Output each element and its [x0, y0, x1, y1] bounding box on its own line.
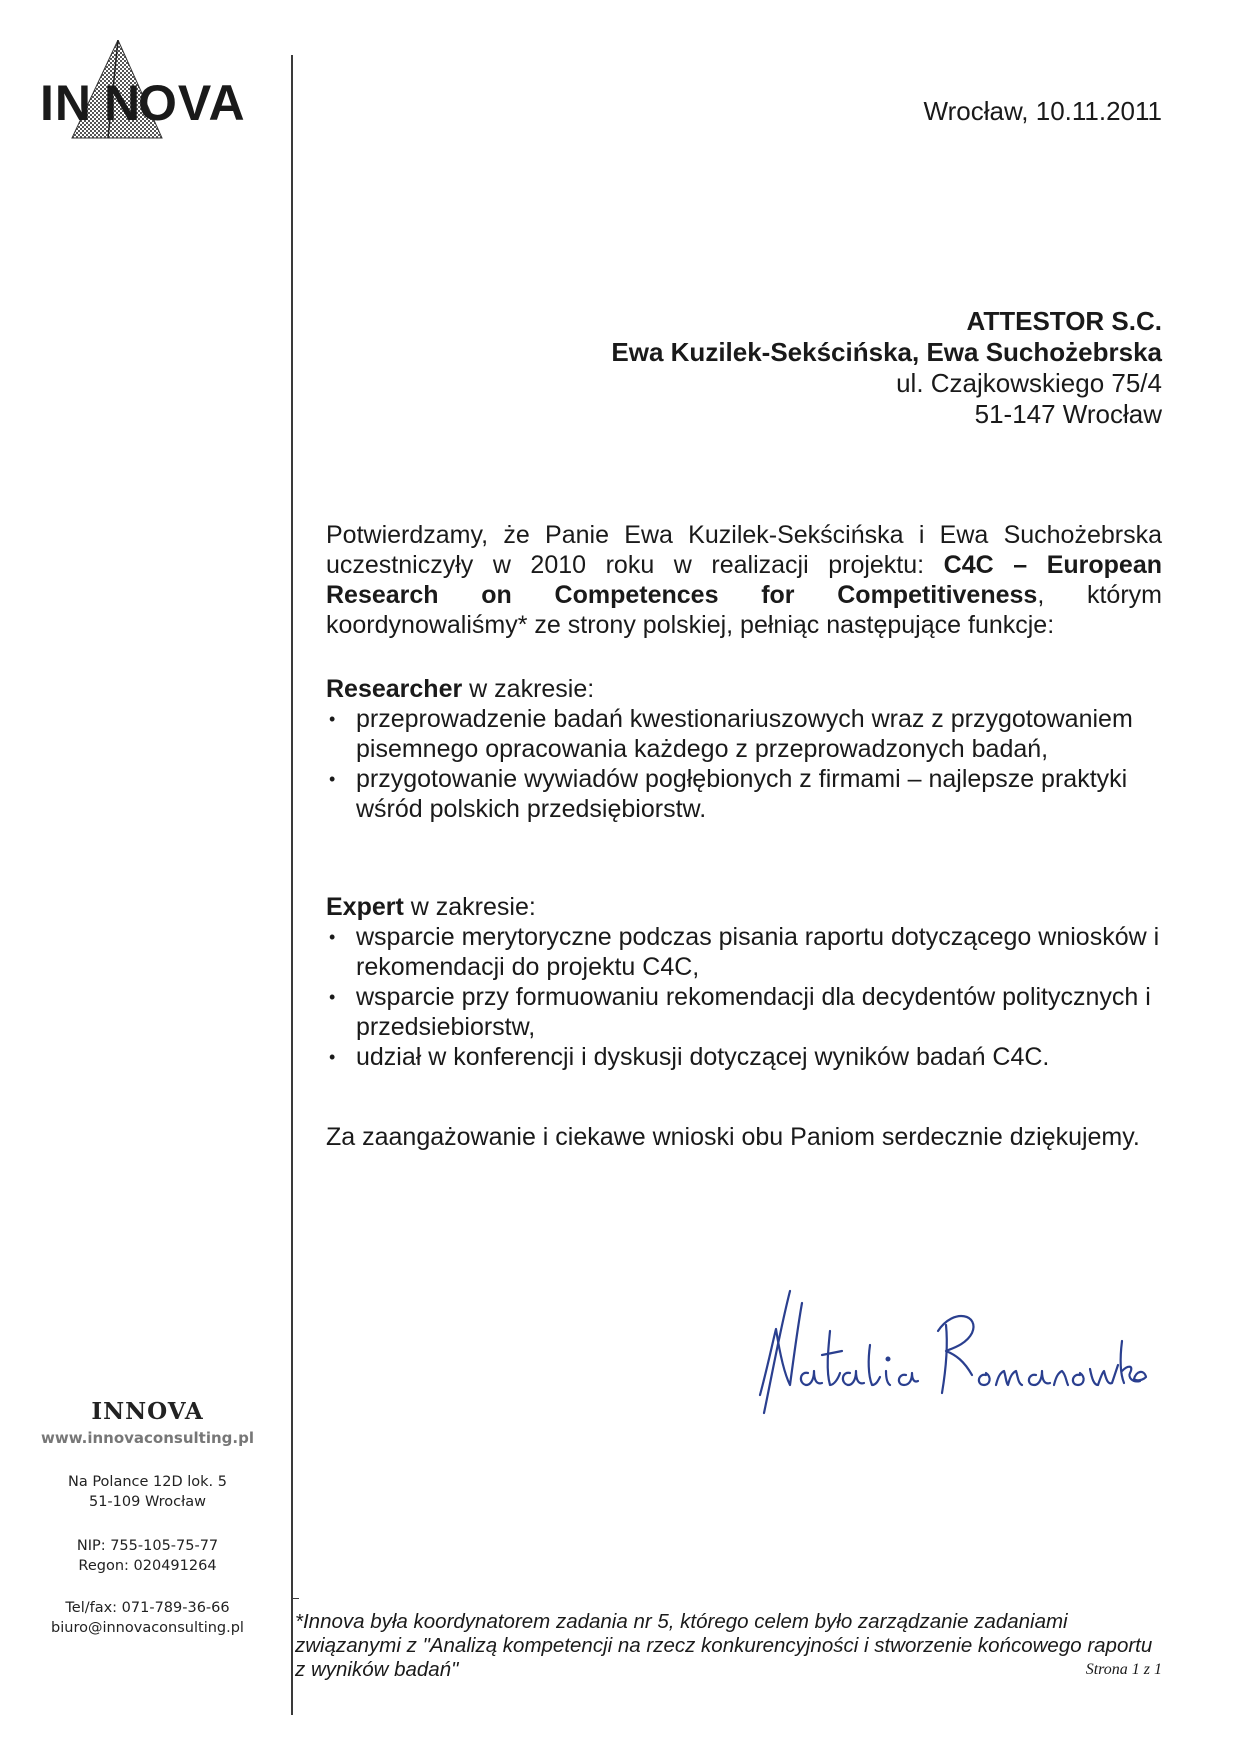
recipient-block — [611, 306, 1162, 430]
list-item: • przygotowanie wywiadów pogłębionych z firmami – najlepsze praktyki wśród polskich przedsiębiorstw. — [326, 764, 1162, 824]
recipient-city: 51-147 Wrocław — [974, 399, 1162, 429]
list-item: • wsparcie przy formuowaniu rekomendacji dla decydentów politycznych i przedsiebiorstw, — [326, 982, 1162, 1042]
list-item: • przeprowadzenie badań kwestionariuszowych wraz z przygotowaniem pisemnego opracowania każdego z przeprowadzonych badań, — [326, 704, 1162, 764]
intro-text-after: , którym koordynowaliśmy* ze strony polskiej, pełniąc następujące funkcje: — [326, 581, 1162, 639]
footnote-tick — [293, 1598, 299, 1599]
expert-title: Expert — [326, 893, 404, 921]
researcher-suffix: w zakresie: — [462, 675, 595, 703]
sidebar-telfax: Tel/fax: 071-789-36-66 — [65, 1600, 230, 1616]
sidebar-brand: INNOVA — [91, 1398, 204, 1425]
sidebar-address — [20, 1472, 275, 1512]
letter-date: Wrocław, 10.11.2011 — [923, 96, 1162, 126]
researcher-heading — [326, 674, 1162, 704]
sidebar-registration — [20, 1536, 275, 1576]
intro-paragraph — [326, 520, 1162, 640]
sidebar-website[interactable]: www.innovaconsulting.pl — [41, 1429, 254, 1447]
sidebar-address-line1: Na Polance 12D lok. 5 — [67, 1474, 227, 1490]
pyramid-logo-icon — [36, 40, 276, 160]
expert-heading — [326, 892, 1162, 922]
researcher-title: Researcher — [326, 675, 463, 703]
company-logo — [36, 40, 276, 160]
researcher-section — [326, 674, 1162, 824]
sidebar-regon: Regon: 020491264 — [78, 1558, 217, 1574]
svg-text:N: N — [104, 75, 141, 131]
recipient-street: ul. Czajkowskiego 75/4 — [896, 368, 1162, 398]
list-item: • udział w konferencji i dyskusji dotyczącej wyników badań C4C. — [326, 1042, 1162, 1072]
recipient-names: Ewa Kuzilek-Sekścińska, Ewa Suchożebrska — [611, 337, 1162, 367]
researcher-list — [326, 704, 1162, 824]
closing-paragraph: Za zaangażowanie i ciekawe wnioski obu Paniom serdecznie dziękujemy. — [326, 1123, 1140, 1151]
expert-section — [326, 892, 1162, 1072]
svg-text:IN: IN — [40, 75, 92, 131]
sidebar-address-line2: 51-109 Wrocław — [88, 1494, 206, 1510]
handwritten-signature — [750, 1285, 1150, 1425]
sidebar-nip: NIP: 755-105-75-77 — [76, 1538, 219, 1554]
sidebar-contact — [20, 1598, 275, 1638]
recipient-company: ATTESTOR S.C. — [966, 306, 1162, 336]
expert-list — [326, 922, 1162, 1072]
logo-text: OVA — [138, 75, 246, 131]
expert-suffix: w zakresie: — [403, 893, 536, 921]
list-item: • wsparcie merytoryczne podczas pisania raportu dotyczącego wniosków i rekomendacji do projektu C4C, — [326, 922, 1162, 982]
footnote: *Innova była koordynatorem zadania nr 5, którego celem było zarządzanie zadaniami związanymi z "Analizą kompetencji na rzecz konkurencyjności i stworzenie końcowego raportu z wyników badań" — [295, 1610, 1153, 1681]
intro-text-before: Potwierdzamy, że Panie Ewa Kuzilek-Sekścińska i Ewa Suchożebrska uczestniczyły w 2010 roku w realizacji projektu: — [326, 521, 1162, 579]
vertical-divider — [291, 55, 293, 1715]
project-name: C4C – European Research on Competences for Competitiveness — [326, 551, 1162, 609]
sidebar-email[interactable]: biuro@innovaconsulting.pl — [51, 1620, 244, 1636]
page-number: Strona 1 z 1 — [1085, 1661, 1162, 1678]
